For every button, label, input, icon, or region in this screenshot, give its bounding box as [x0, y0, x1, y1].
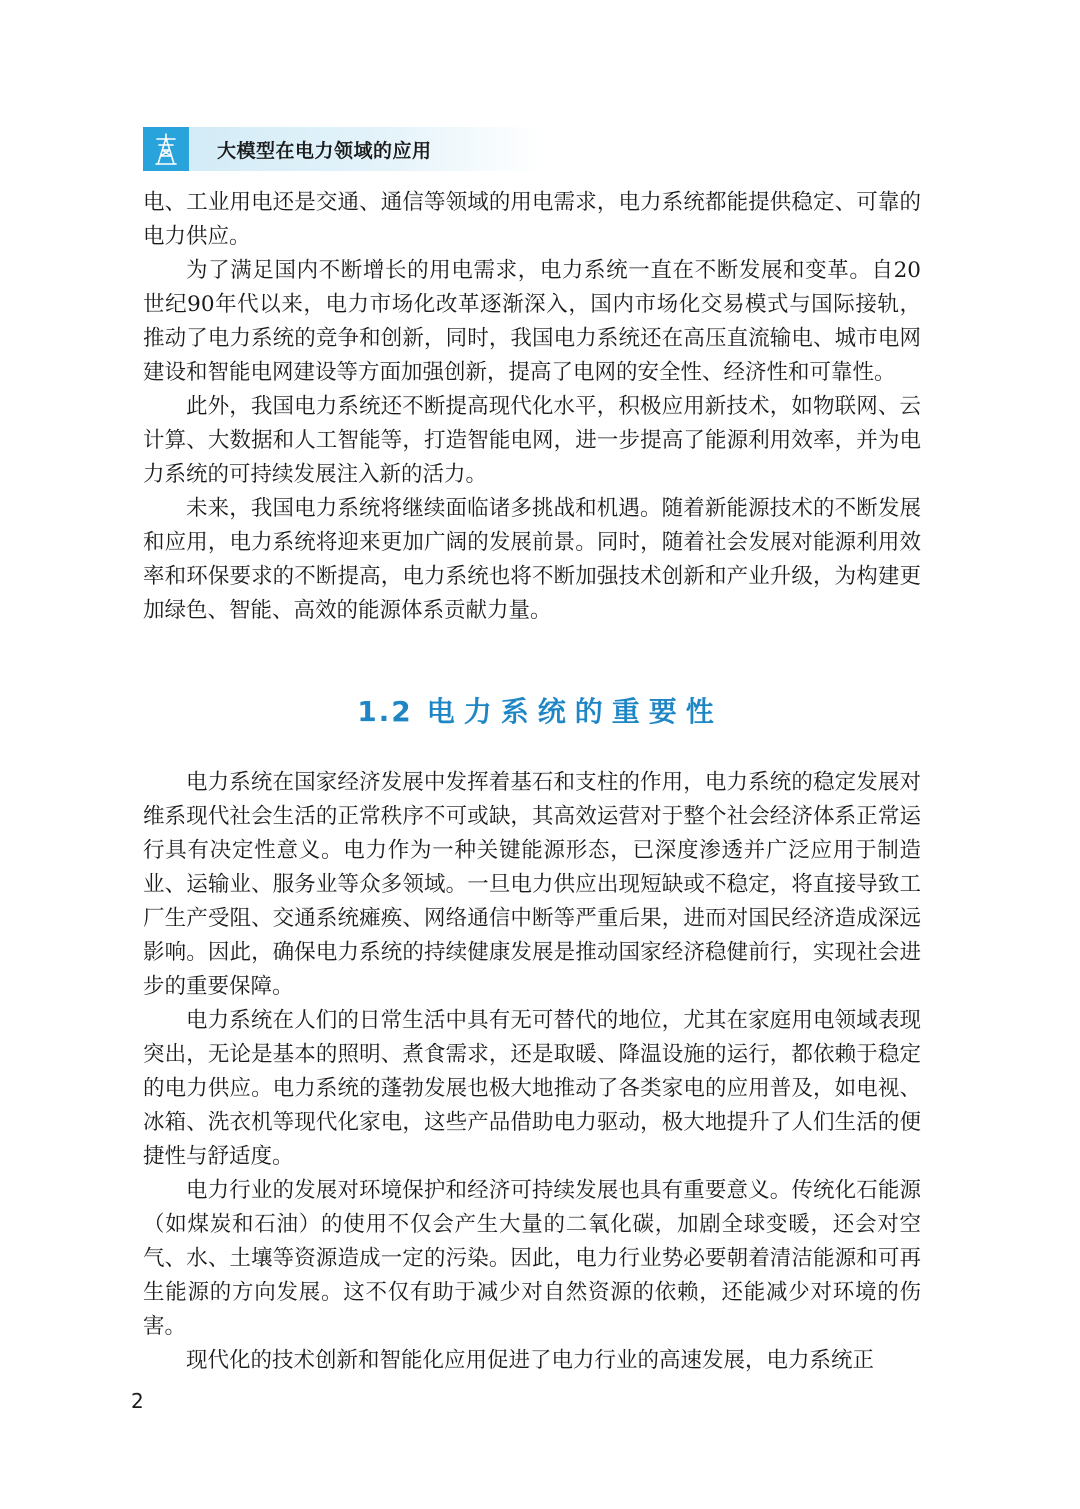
- paragraph: 电力系统在国家经济发展中发挥着基石和支柱的作用，电力系统的稳定发展对维系现代社会生活的正常秩序不可或缺，其高效运营对于整个社会经济体系正常运行具有决定性意义。电力作为一种关键能源形态，已深度渗透并广泛应用于制造业、运输业、服务业等众多领域。一旦电力供应出现短缺或不稳定，将直接导致工厂生产受阻、交通系统瘫痪、网络通信中断等严重后果，进而对国民经济造成深远影响。因此，确保电力系统的持续健康发展是推动国家经济稳健前行，实现社会进步的重要保障。: [143, 770, 921, 999]
- section-title: 电力系统的重要性: [426, 695, 723, 728]
- paragraph: 电力系统在人们的日常生活中具有无可替代的地位，尤其在家庭用电领域表现突出，无论是基本的照明、煮食需求，还是取暖、降温设施的运行，都依赖于稳定的电力供应。电力系统的蓬勃发展也极大地推动了各类家电的应用普及，如电视、冰箱、洗衣机等现代化家电，这些产品借助电力驱动，极大地提升了人们生活的便捷性与舒适度。: [143, 1008, 921, 1169]
- running-header-title: 大模型在电力领域的应用: [217, 139, 432, 162]
- section-number: 1.2: [357, 695, 413, 728]
- section-heading: [0, 690, 1080, 730]
- page-number: 2: [131, 1389, 144, 1413]
- paragraph: 电力行业的发展对环境保护和经济可持续发展也具有重要意义。传统化石能源（如煤炭和石油）的使用不仅会产生大量的二氧化碳，加剧全球变暖，还会对空气、水、土壤等资源造成一定的污染。因此，电力行业势必要朝着清洁能源和可再生能源的方向发展。这不仅有助于减少对自然资源的依赖，还能减少对环境的伤害。: [143, 1178, 921, 1339]
- paragraph: 电、工业用电还是交通、通信等领域的用电需求，电力系统都能提供稳定、可靠的电力供应。: [143, 190, 921, 249]
- running-header: [143, 127, 543, 171]
- continued-text: [143, 186, 921, 628]
- paragraph: 未来，我国电力系统将继续面临诸多挑战和机遇。随着新能源技术的不断发展和应用，电力系统将迎来更加广阔的发展前景。同时，随着社会发展对能源利用效率和环保要求的不断提高，电力系统也将不断加强技术创新和产业升级，为构建更加绿色、智能、高效的能源体系贡献力量。: [143, 496, 921, 623]
- section-body: [143, 766, 921, 1378]
- paragraph: 为了满足国内不断增长的用电需求，电力系统一直在不断发展和变革。自20世纪90年代以来，电力市场化改革逐渐深入，国内市场化交易模式与国际接轨，推动了电力系统的竞争和创新，同时，我国电力系统还在高压直流输电、城市电网建设和智能电网建设等方面加强创新，提高了电网的安全性、经济性和可靠性。: [143, 258, 921, 385]
- power-tower-icon: [143, 127, 189, 171]
- paragraph: 此外，我国电力系统还不断提高现代化水平，积极应用新技术，如物联网、云计算、大数据和人工智能等，打造智能电网，进一步提高了能源利用效率，并为电力系统的可持续发展注入新的活力。: [143, 394, 921, 487]
- paragraph: 现代化的技术创新和智能化应用促进了电力行业的高速发展，电力系统正: [186, 1348, 875, 1373]
